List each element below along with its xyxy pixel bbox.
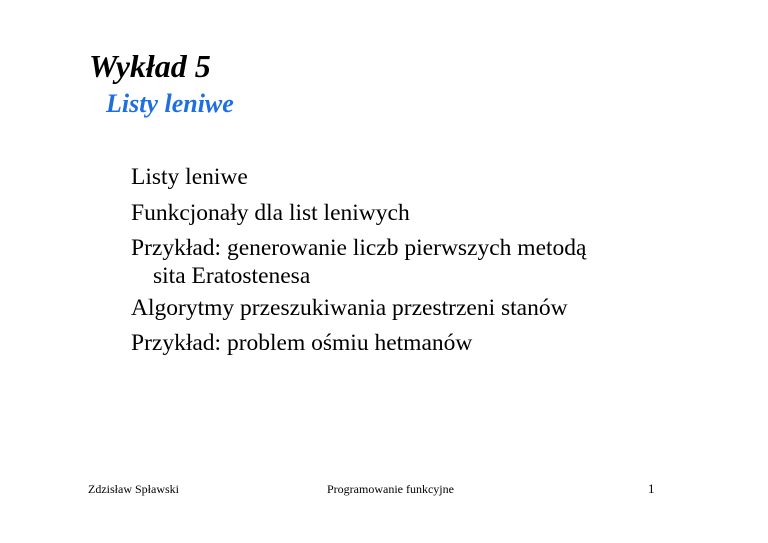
bullet-continuation: sita Eratostenesa	[153, 262, 311, 289]
footer-course: Programowanie funkcyjne	[327, 482, 454, 496]
bullet-item	[131, 196, 586, 232]
page-number: 1	[648, 481, 655, 496]
bullet-item	[131, 231, 586, 291]
bullet-text: Przykład: problem ośmiu hetmanów	[131, 330, 473, 356]
slide-subtitle: Listy leniwe	[106, 89, 234, 118]
slide-title: Wykład 5	[89, 48, 211, 84]
bullet-item	[131, 326, 586, 362]
bullet-list	[131, 160, 586, 362]
bullet-item	[131, 160, 586, 196]
bullet-item	[131, 291, 586, 327]
footer-author: Zdzisław Spławski	[88, 482, 179, 496]
bullet-text: Przykład: generowanie liczb pierwszych metodą	[131, 235, 587, 261]
bullet-text: Listy leniwe	[131, 164, 248, 190]
bullet-text: Algorytmy przeszukiwania przestrzeni stanów	[131, 294, 568, 321]
bullet-text: Funkcjonały dla list leniwych	[131, 199, 410, 226]
